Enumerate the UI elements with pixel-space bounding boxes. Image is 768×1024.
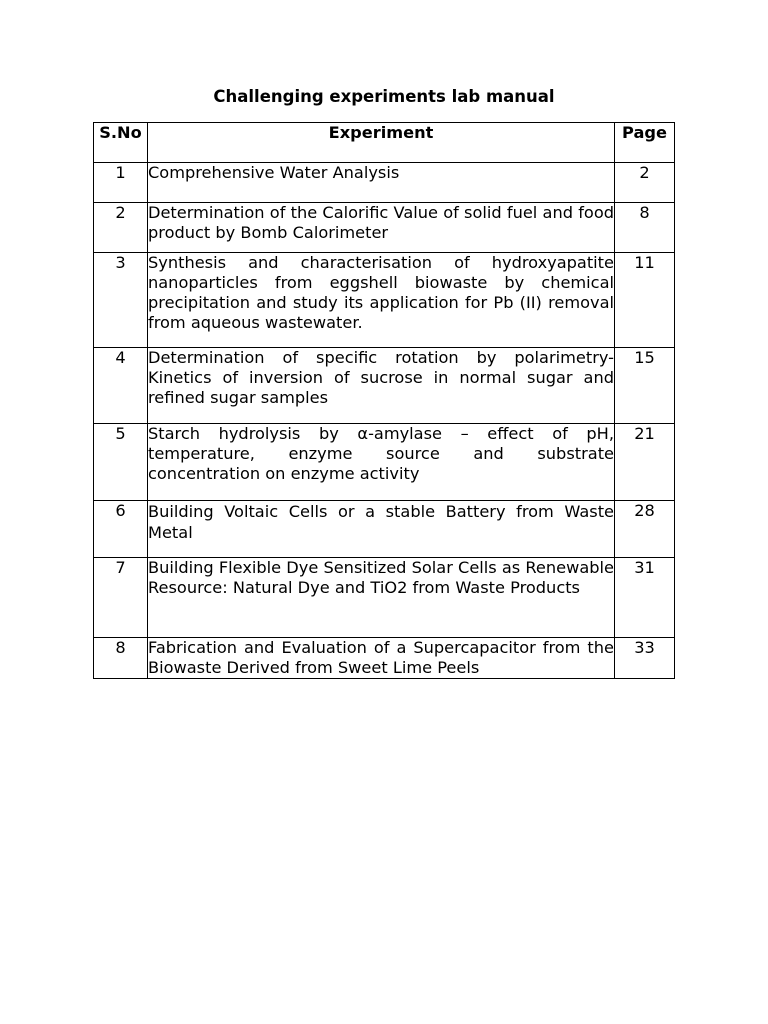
row-page: 11 [615, 253, 675, 348]
row-sno: 8 [94, 638, 148, 679]
table-row [94, 501, 675, 558]
table-row [94, 558, 675, 638]
table-row [94, 253, 675, 348]
row-experiment: Building Voltaic Cells or a stable Battery from Waste Metal [148, 501, 615, 558]
row-sno: 4 [94, 348, 148, 424]
row-experiment: Building Flexible Dye Sensitized Solar Cells as Renewable Resource: Natural Dye and TiO2 from Waste Products [148, 558, 615, 638]
row-page: 15 [615, 348, 675, 424]
table-row [94, 348, 675, 424]
row-experiment: Synthesis and characterisation of hydroxyapatite nanoparticles from eggshell biowaste by chemical precipitation and study its application for Pb (II) removal from aqueous wastewater. [148, 253, 615, 348]
table-row [94, 424, 675, 501]
table-row [94, 638, 675, 679]
row-sno: 6 [94, 501, 148, 558]
row-page: 21 [615, 424, 675, 501]
table-row [94, 203, 675, 253]
row-sno: 2 [94, 203, 148, 253]
table-header-row [94, 123, 675, 163]
row-experiment: Fabrication and Evaluation of a Supercapacitor from the Biowaste Derived from Sweet Lime Peels [148, 638, 614, 677]
contents-table [93, 122, 675, 679]
row-sno: 3 [94, 253, 148, 348]
row-sno: 1 [94, 163, 148, 203]
row-experiment: Starch hydrolysis by α-amylase – effect of pH, temperature, enzyme source and substrate concentration on enzyme activity [148, 424, 615, 501]
header-experiment: Experiment [148, 123, 615, 163]
header-sno: S.No [94, 123, 148, 163]
row-page: 8 [615, 203, 675, 253]
row-sno: 7 [94, 558, 148, 638]
row-page: 33 [615, 638, 675, 679]
header-page: Page [615, 123, 675, 163]
table-row [94, 163, 675, 203]
row-experiment: Comprehensive Water Analysis [148, 163, 615, 203]
row-sno: 5 [94, 424, 148, 501]
row-experiment: Determination of the Calorific Value of solid fuel and food product by Bomb Calorimeter [148, 203, 615, 253]
row-page: 2 [615, 163, 675, 203]
document-title: Challenging experiments lab manual [213, 87, 555, 106]
row-page: 31 [615, 558, 675, 638]
row-experiment: Determination of specific rotation by polarimetry- Kinetics of inversion of sucrose in normal sugar and refined sugar samples [148, 348, 615, 424]
row-page: 28 [615, 501, 675, 558]
